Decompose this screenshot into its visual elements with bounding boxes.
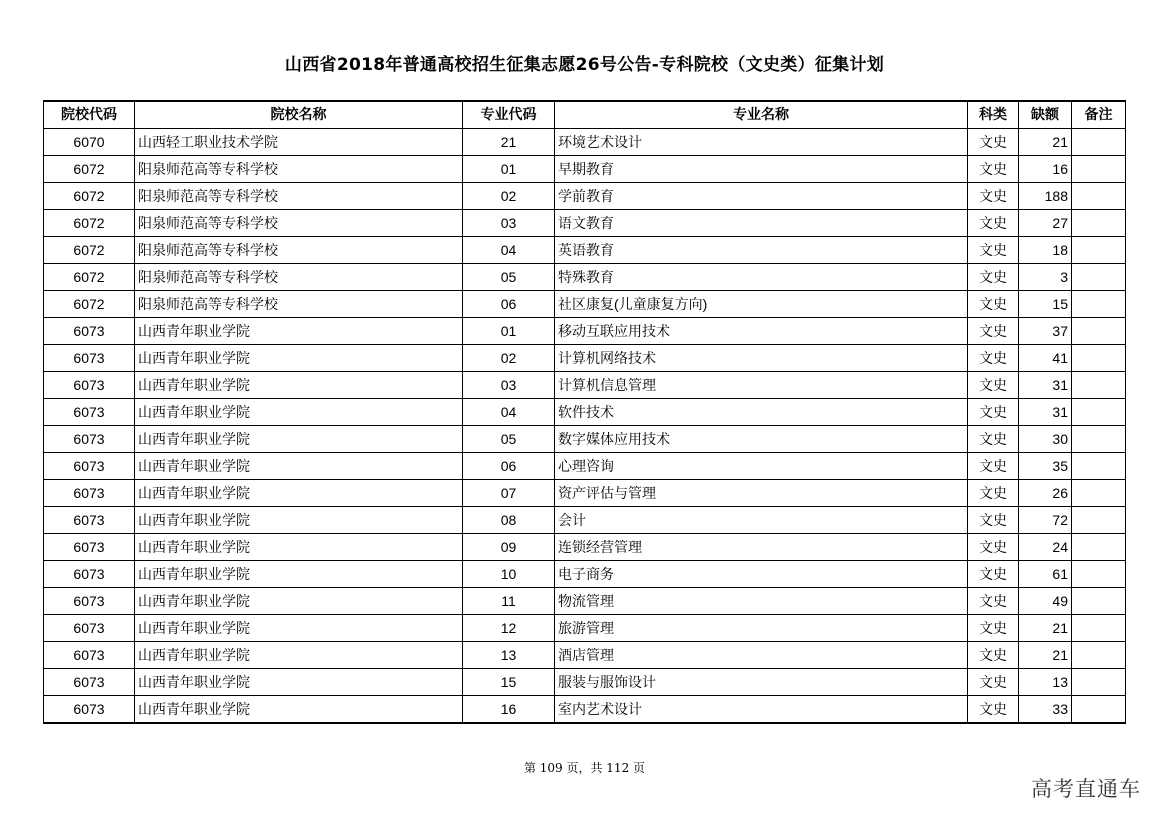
- table-row: [44, 237, 1126, 264]
- cell-school-code: 6073: [44, 372, 135, 399]
- table-row: [44, 156, 1126, 183]
- table-row: [44, 615, 1126, 642]
- cell-major-name: 早期教育: [555, 156, 968, 183]
- cell-category: 文史: [968, 345, 1019, 372]
- cell-school-name: 山西青年职业学院: [135, 453, 463, 480]
- cell-school-name: 山西青年职业学院: [135, 399, 463, 426]
- table-row: [44, 507, 1126, 534]
- cell-major-name: 心理咨询: [555, 453, 968, 480]
- cell-school-name: 山西青年职业学院: [135, 642, 463, 669]
- cell-remark: [1072, 372, 1126, 399]
- header-school-name: 院校名称: [135, 101, 463, 129]
- cell-school-name: 山西青年职业学院: [135, 588, 463, 615]
- cell-remark: [1072, 696, 1126, 724]
- cell-major-code: 02: [463, 345, 555, 372]
- header-category: 科类: [968, 101, 1019, 129]
- cell-category: 文史: [968, 210, 1019, 237]
- cell-school-name: 山西青年职业学院: [135, 345, 463, 372]
- cell-major-name: 电子商务: [555, 561, 968, 588]
- cell-quota: 24: [1019, 534, 1072, 561]
- cell-school-code: 6073: [44, 561, 135, 588]
- cell-quota: 13: [1019, 669, 1072, 696]
- cell-major-code: 15: [463, 669, 555, 696]
- cell-quota: 27: [1019, 210, 1072, 237]
- cell-quota: 33: [1019, 696, 1072, 724]
- cell-school-name: 山西青年职业学院: [135, 669, 463, 696]
- cell-major-code: 05: [463, 264, 555, 291]
- cell-school-code: 6073: [44, 534, 135, 561]
- cell-remark: [1072, 561, 1126, 588]
- cell-category: 文史: [968, 642, 1019, 669]
- table-body: [44, 129, 1126, 724]
- cell-quota: 21: [1019, 129, 1072, 156]
- cell-school-code: 6072: [44, 210, 135, 237]
- cell-remark: [1072, 318, 1126, 345]
- cell-school-name: 山西青年职业学院: [135, 426, 463, 453]
- cell-category: 文史: [968, 264, 1019, 291]
- cell-school-code: 6072: [44, 156, 135, 183]
- cell-major-name: 移动互联应用技术: [555, 318, 968, 345]
- cell-quota: 26: [1019, 480, 1072, 507]
- table-row: [44, 399, 1126, 426]
- cell-school-code: 6072: [44, 237, 135, 264]
- cell-school-name: 山西青年职业学院: [135, 372, 463, 399]
- cell-category: 文史: [968, 696, 1019, 724]
- cell-remark: [1072, 615, 1126, 642]
- cell-category: 文史: [968, 480, 1019, 507]
- cell-quota: 16: [1019, 156, 1072, 183]
- cell-major-name: 数字媒体应用技术: [555, 426, 968, 453]
- cell-school-name: 阳泉师范高等专科学校: [135, 156, 463, 183]
- cell-major-code: 04: [463, 399, 555, 426]
- table-row: [44, 642, 1126, 669]
- table-row: [44, 345, 1126, 372]
- cell-remark: [1072, 264, 1126, 291]
- cell-major-code: 12: [463, 615, 555, 642]
- cell-major-name: 社区康复(儿童康复方向): [555, 291, 968, 318]
- header-remark: 备注: [1072, 101, 1126, 129]
- table-row: [44, 183, 1126, 210]
- page-number-footer: 第 109 页，共 112 页: [523, 761, 646, 775]
- table-row: [44, 318, 1126, 345]
- cell-remark: [1072, 345, 1126, 372]
- cell-remark: [1072, 399, 1126, 426]
- cell-major-code: 10: [463, 561, 555, 588]
- cell-school-code: 6073: [44, 345, 135, 372]
- cell-remark: [1072, 210, 1126, 237]
- cell-category: 文史: [968, 426, 1019, 453]
- table-row: [44, 534, 1126, 561]
- cell-school-name: 山西轻工职业技术学院: [135, 129, 463, 156]
- cell-quota: 21: [1019, 615, 1072, 642]
- cell-remark: [1072, 183, 1126, 210]
- cell-major-code: 16: [463, 696, 555, 724]
- cell-school-code: 6073: [44, 669, 135, 696]
- cell-school-name: 山西青年职业学院: [135, 507, 463, 534]
- header-school-code: 院校代码: [44, 101, 135, 129]
- cell-major-name: 物流管理: [555, 588, 968, 615]
- cell-school-code: 6073: [44, 480, 135, 507]
- cell-category: 文史: [968, 399, 1019, 426]
- cell-school-name: 山西青年职业学院: [135, 480, 463, 507]
- cell-major-code: 01: [463, 156, 555, 183]
- cell-major-name: 软件技术: [555, 399, 968, 426]
- cell-remark: [1072, 480, 1126, 507]
- cell-quota: 31: [1019, 372, 1072, 399]
- cell-category: 文史: [968, 291, 1019, 318]
- cell-major-code: 05: [463, 426, 555, 453]
- cell-category: 文史: [968, 507, 1019, 534]
- cell-category: 文史: [968, 318, 1019, 345]
- cell-major-code: 07: [463, 480, 555, 507]
- cell-remark: [1072, 534, 1126, 561]
- cell-category: 文史: [968, 156, 1019, 183]
- table-row: [44, 264, 1126, 291]
- cell-major-code: 06: [463, 453, 555, 480]
- cell-major-name: 学前教育: [555, 183, 968, 210]
- enrollment-plan-table: [43, 100, 1126, 724]
- cell-school-name: 山西青年职业学院: [135, 534, 463, 561]
- cell-major-name: 环境艺术设计: [555, 129, 968, 156]
- cell-major-name: 会计: [555, 507, 968, 534]
- cell-remark: [1072, 588, 1126, 615]
- cell-remark: [1072, 291, 1126, 318]
- cell-major-code: 03: [463, 372, 555, 399]
- cell-major-name: 英语教育: [555, 237, 968, 264]
- cell-category: 文史: [968, 237, 1019, 264]
- cell-quota: 21: [1019, 642, 1072, 669]
- cell-category: 文史: [968, 129, 1019, 156]
- cell-major-name: 计算机信息管理: [555, 372, 968, 399]
- cell-school-code: 6072: [44, 183, 135, 210]
- cell-school-code: 6073: [44, 642, 135, 669]
- cell-quota: 37: [1019, 318, 1072, 345]
- document-title: 山西省2018年普通高校招生征集志愿26号公告-专科院校（文史类）征集计划: [284, 55, 885, 75]
- cell-quota: 30: [1019, 426, 1072, 453]
- cell-school-code: 6072: [44, 264, 135, 291]
- cell-school-code: 6073: [44, 426, 135, 453]
- cell-school-name: 山西青年职业学院: [135, 696, 463, 724]
- cell-school-code: 6073: [44, 318, 135, 345]
- cell-quota: 31: [1019, 399, 1072, 426]
- cell-school-name: 山西青年职业学院: [135, 318, 463, 345]
- cell-school-name: 阳泉师范高等专科学校: [135, 210, 463, 237]
- cell-school-code: 6073: [44, 615, 135, 642]
- cell-major-name: 酒店管理: [555, 642, 968, 669]
- cell-school-name: 阳泉师范高等专科学校: [135, 237, 463, 264]
- cell-quota: 188: [1019, 183, 1072, 210]
- cell-major-code: 06: [463, 291, 555, 318]
- cell-school-name: 山西青年职业学院: [135, 615, 463, 642]
- table-row: [44, 588, 1126, 615]
- cell-major-code: 08: [463, 507, 555, 534]
- cell-major-name: 特殊教育: [555, 264, 968, 291]
- cell-remark: [1072, 507, 1126, 534]
- cell-school-code: 6070: [44, 129, 135, 156]
- cell-major-code: 21: [463, 129, 555, 156]
- header-major-name: 专业名称: [555, 101, 968, 129]
- table-header-row: [44, 101, 1126, 129]
- table-row: [44, 210, 1126, 237]
- table-row: [44, 372, 1126, 399]
- cell-major-code: 04: [463, 237, 555, 264]
- cell-category: 文史: [968, 183, 1019, 210]
- cell-school-code: 6073: [44, 399, 135, 426]
- cell-school-name: 山西青年职业学院: [135, 561, 463, 588]
- header-major-code: 专业代码: [463, 101, 555, 129]
- cell-remark: [1072, 426, 1126, 453]
- table-row: [44, 561, 1126, 588]
- watermark-logo-text: 高考直通车: [1031, 777, 1141, 801]
- header-quota: 缺额: [1019, 101, 1072, 129]
- cell-major-name: 室内艺术设计: [555, 696, 968, 724]
- cell-quota: 15: [1019, 291, 1072, 318]
- table-row: [44, 291, 1126, 318]
- cell-remark: [1072, 642, 1126, 669]
- cell-school-code: 6073: [44, 588, 135, 615]
- cell-school-name: 阳泉师范高等专科学校: [135, 183, 463, 210]
- cell-remark: [1072, 156, 1126, 183]
- cell-quota: 3: [1019, 264, 1072, 291]
- cell-major-code: 13: [463, 642, 555, 669]
- cell-quota: 49: [1019, 588, 1072, 615]
- cell-major-name: 服装与服饰设计: [555, 669, 968, 696]
- cell-quota: 18: [1019, 237, 1072, 264]
- cell-major-name: 计算机网络技术: [555, 345, 968, 372]
- cell-category: 文史: [968, 615, 1019, 642]
- cell-school-code: 6073: [44, 696, 135, 724]
- table-row: [44, 426, 1126, 453]
- cell-category: 文史: [968, 588, 1019, 615]
- table-row: [44, 480, 1126, 507]
- cell-major-code: 01: [463, 318, 555, 345]
- cell-school-name: 阳泉师范高等专科学校: [135, 291, 463, 318]
- cell-remark: [1072, 129, 1126, 156]
- cell-quota: 61: [1019, 561, 1072, 588]
- cell-remark: [1072, 669, 1126, 696]
- cell-category: 文史: [968, 372, 1019, 399]
- cell-major-name: 资产评估与管理: [555, 480, 968, 507]
- cell-category: 文史: [968, 669, 1019, 696]
- table-row: [44, 696, 1126, 724]
- cell-major-code: 11: [463, 588, 555, 615]
- cell-major-code: 02: [463, 183, 555, 210]
- cell-major-code: 03: [463, 210, 555, 237]
- cell-major-name: 语文教育: [555, 210, 968, 237]
- cell-school-code: 6073: [44, 453, 135, 480]
- cell-major-name: 连锁经营管理: [555, 534, 968, 561]
- table-row: [44, 669, 1126, 696]
- cell-category: 文史: [968, 534, 1019, 561]
- cell-major-code: 09: [463, 534, 555, 561]
- cell-major-name: 旅游管理: [555, 615, 968, 642]
- cell-remark: [1072, 453, 1126, 480]
- cell-school-code: 6073: [44, 507, 135, 534]
- cell-school-name: 阳泉师范高等专科学校: [135, 264, 463, 291]
- cell-category: 文史: [968, 453, 1019, 480]
- table-row: [44, 453, 1126, 480]
- cell-quota: 41: [1019, 345, 1072, 372]
- cell-remark: [1072, 237, 1126, 264]
- cell-quota: 35: [1019, 453, 1072, 480]
- table-row: [44, 129, 1126, 156]
- cell-quota: 72: [1019, 507, 1072, 534]
- cell-school-code: 6072: [44, 291, 135, 318]
- cell-category: 文史: [968, 561, 1019, 588]
